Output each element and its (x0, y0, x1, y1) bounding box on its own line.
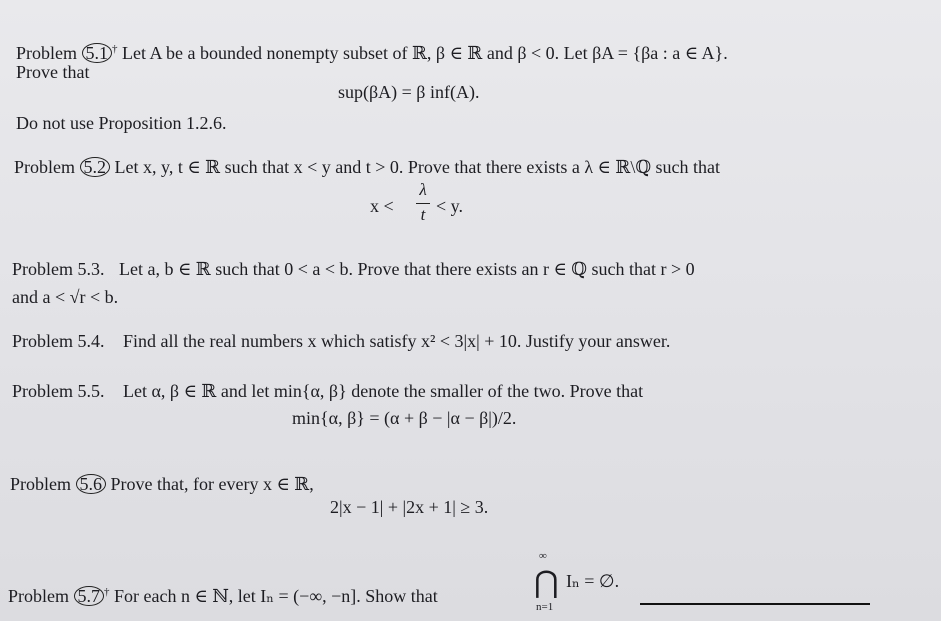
problem-label: Problem 5.5. (12, 381, 105, 401)
problem-label: Problem 5.3. (12, 259, 105, 279)
problem-5-3-line1 (12, 258, 695, 280)
problem-text: Find all the real numbers x which satisfy x² < 3|x| + 10. Justify your answer. (123, 331, 671, 351)
problem-text: Let x, y, t ∈ ℝ such that x < y and t > 0. Prove that there exists a λ ∈ ℝ\ℚ such that (114, 157, 721, 177)
problem-text: Let A be a bounded nonempty subset of ℝ, β ∈ ℝ and β < 0. Let βA = {βa : a ∈ A}. (122, 43, 728, 63)
circled-problem-number: 5.6 (76, 474, 107, 494)
problem-label: Problem (16, 43, 77, 63)
problem-5-2-fraction-numerator: λ (419, 180, 427, 199)
problem-5-6-equation: 2|x − 1| + |2x + 1| ≥ 3. (330, 497, 489, 517)
problem-text: For each n ∈ ℕ, let Iₙ = (−∞, −n]. Show that (114, 586, 438, 606)
problem-text: Prove that, for every x ∈ ℝ, (110, 474, 314, 494)
intersection-upper-limit: ∞ (539, 550, 547, 562)
problem-5-7-line (8, 581, 438, 607)
problem-5-1-line2: Prove that (16, 62, 90, 82)
problem-label: Problem (14, 157, 75, 177)
problem-label: Problem 5.4. (12, 331, 105, 351)
problem-text: Let a, b ∈ ℝ such that 0 < a < b. Prove that there exists an r ∈ ℚ such that r > 0 (119, 259, 695, 279)
intersection-lower-limit: n=1 (536, 601, 554, 613)
dagger-mark: † (112, 43, 118, 55)
problem-5-2-eq-left: x < (370, 196, 394, 216)
problem-text: Let α, β ∈ ℝ and let min{α, β} denote the smaller of the two. Prove that (123, 381, 644, 401)
problem-5-2-eq-right: < y. (436, 196, 463, 216)
problem-5-1-equation: sup(βA) = β inf(A). (338, 82, 480, 102)
problem-5-2-line1 (14, 156, 720, 178)
problem-5-1-line1 (16, 38, 728, 64)
problem-5-2-fraction-denominator: t (420, 205, 426, 224)
problem-5-7-equation-tail: Iₙ = ∅. (566, 571, 620, 591)
dagger-mark: † (104, 586, 110, 598)
problem-5-3-line2: and a < √r < b. (12, 287, 119, 307)
problem-5-5-line1 (12, 380, 643, 402)
circled-problem-number: 5.7 (74, 586, 105, 606)
problem-label: Problem (8, 586, 69, 606)
circled-problem-number: 5.2 (80, 157, 111, 177)
big-intersection-symbol: ⋂ (534, 566, 559, 599)
problem-label: Problem (10, 474, 71, 494)
problem-5-6-line1 (10, 473, 314, 495)
fraction-bar (416, 203, 430, 204)
problem-5-4-line (12, 330, 670, 352)
problem-5-5-equation: min{α, β} = (α + β − |α − β|)/2. (292, 408, 517, 428)
underline-rule (640, 603, 870, 605)
circled-problem-number: 5.1 (82, 43, 113, 63)
problem-5-1-note: Do not use Proposition 1.2.6. (16, 113, 227, 133)
